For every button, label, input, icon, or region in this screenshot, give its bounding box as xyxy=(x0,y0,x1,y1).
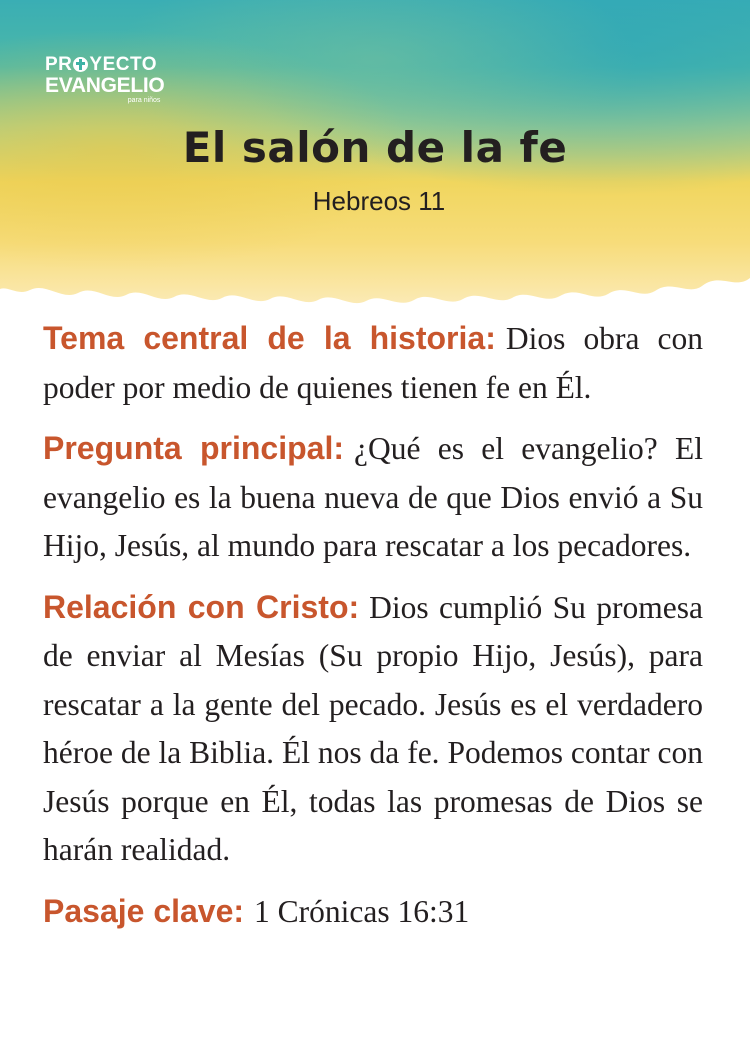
section-pasaje-clave xyxy=(43,887,703,937)
cross-icon xyxy=(73,57,88,72)
logo-text-evangelio: EVANGELIO xyxy=(45,74,165,97)
section-label: Tema central de la historia: xyxy=(43,320,496,356)
section-label: Pasaje clave: xyxy=(43,892,245,929)
page-title: El salón de la fe xyxy=(182,123,568,172)
scripture-reference: Hebreos 11 xyxy=(312,186,446,216)
section-pregunta-principal xyxy=(43,424,703,571)
logo-text-yecto: YECTO xyxy=(89,54,158,75)
section-text: 1 Crónicas 16:31 xyxy=(254,893,470,929)
section-relacion-con-cristo xyxy=(43,583,703,875)
section-label: Relación con Cristo: xyxy=(43,588,360,625)
proyecto-evangelio-logo xyxy=(45,55,164,104)
logo-text-para-ninos: para niños xyxy=(127,97,161,104)
section-text: ¿Qué es el evangelio? El evangelio es la buena nueva de que Dios envió a Su Hijo, Jesús, al mundo para rescatar a los pecadores. xyxy=(43,431,704,563)
lesson-content xyxy=(43,314,703,948)
section-text: Dios obra con poder por medio de quienes tienen fe en Él. xyxy=(43,321,704,405)
section-text: Dios cumplió Su promesa de enviar al Mesías (Su propio Hijo, Jesús), para rescatar a la gente del pecado. Jesús es el verdadero héroe de la Biblia. Él nos da fe. Podemos contar con Jesús porque en Él, todas las promesas de Dios se harán realidad. xyxy=(43,589,703,867)
section-label: Pregunta principal: xyxy=(43,430,345,466)
logo-text-pr: PR xyxy=(45,54,73,75)
section-tema-central xyxy=(43,314,703,412)
